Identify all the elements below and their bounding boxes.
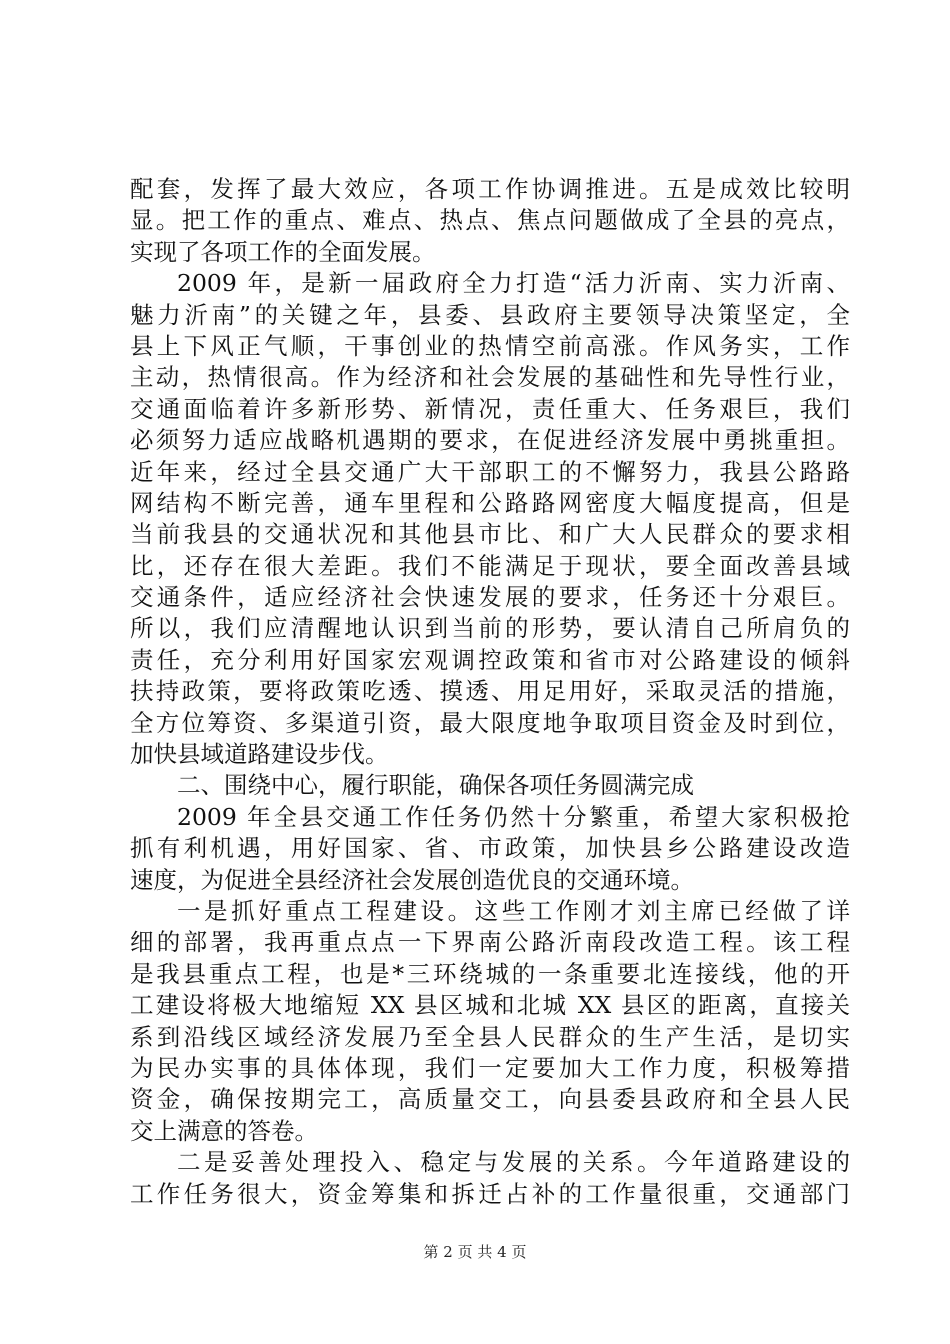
text-line: 网结构不断完善，通车里程和公路路网密度大幅度提高，但是 [130, 488, 850, 517]
text-line: 速度，为促进全县经济社会发展创造优良的交通环境。 [130, 865, 694, 894]
text-line: 县上下风正气顺，干事创业的热情空前高涨。作风务实，工作 [130, 331, 850, 360]
text-line: 二、围绕中心，履行职能，确保各项任务圆满完成 [177, 771, 694, 800]
text-line: 加快县域道路建设步伐。 [130, 740, 389, 769]
text-line: 当前我县的交通状况和其他县市比、和广大人民群众的要求相 [130, 520, 850, 549]
text-line: 配套，发挥了最大效应，各项工作协调推进。五是成效比较明 [130, 175, 850, 203]
text-line: 近年来，经过全县交通广大干部职工的不懈努力，我县公路路 [130, 457, 850, 486]
text-line: 扶持政策，要将政策吃透、摸透、用足用好，采取灵活的措施， [130, 677, 850, 706]
text-line: 2009 年，是新一届政府全力打造“活力沂南、实力沂南、 [177, 269, 850, 298]
text-line: 工作任务很大，资金筹集和拆迁占补的工作量很重，交通部门 [130, 1179, 850, 1208]
text-line: 魅力沂南”的关键之年，县委、县政府主要领导决策坚定，全 [130, 300, 850, 329]
document-body [130, 174, 850, 1210]
text-line: 实现了各项工作的全面发展。 [130, 237, 436, 266]
text-line: 主动，热情很高。作为经济和社会发展的基础性和先导性行业， [130, 363, 850, 392]
text-line: 2009 年全县交通工作任务仍然十分繁重，希望大家积极抢 [177, 802, 850, 831]
text-line: 交通面临着许多新形势、新情况，责任重大、任务艰巨，我们 [130, 394, 850, 423]
text-line: 工建设将极大地缩短 XX 县区城和北城 XX 县区的距离，直接关 [130, 991, 850, 1020]
text-line: 是我县重点工程，也是*三环绕城的一条重要北连接线，他的开 [130, 959, 850, 988]
text-line: 全方位筹资、多渠道引资，最大限度地争取项目资金及时到位， [130, 708, 850, 737]
text-line: 一是抓好重点工程建设。这些工作刚才刘主席已经做了详 [177, 896, 850, 925]
text-line: 责任，充分利用好国家宏观调控政策和省市对公路建设的倾斜 [130, 645, 850, 674]
text-line: 抓有利机遇，用好国家、省、市政策，加快县乡公路建设改造 [130, 834, 850, 863]
text-line: 细的部署，我再重点点一下界南公路沂南段改造工程。该工程 [130, 928, 850, 957]
page-footer: 第 2 页 共 4 页 [423, 1243, 527, 1261]
text-line: 显。把工作的重点、难点、热点、焦点问题做成了全县的亮点， [130, 206, 850, 235]
text-line: 交上满意的答卷。 [130, 1116, 318, 1145]
text-line: 所以，我们应清醒地认识到当前的形势，要认清自己所肩负的 [130, 614, 850, 643]
text-line: 必须努力适应战略机遇期的要求，在促进经济发展中勇挑重担。 [130, 426, 850, 455]
text-line: 系到沿线区域经济发展乃至全县人民群众的生产生活，是切实 [130, 1022, 850, 1051]
text-line: 为民办实事的具体体现，我们一定要加大工作力度，积极筹措 [130, 1053, 850, 1082]
text-line: 交通条件，适应经济社会快速发展的要求，任务还十分艰巨。 [130, 583, 850, 612]
text-line: 比，还存在很大差距。我们不能满足于现状，要全面改善县域 [130, 551, 850, 580]
text-line: 资金，确保按期完工，高质量交工，向县委县政府和全县人民 [130, 1085, 850, 1114]
text-line: 二是妥善处理投入、稳定与发展的关系。今年道路建设的 [177, 1148, 850, 1177]
